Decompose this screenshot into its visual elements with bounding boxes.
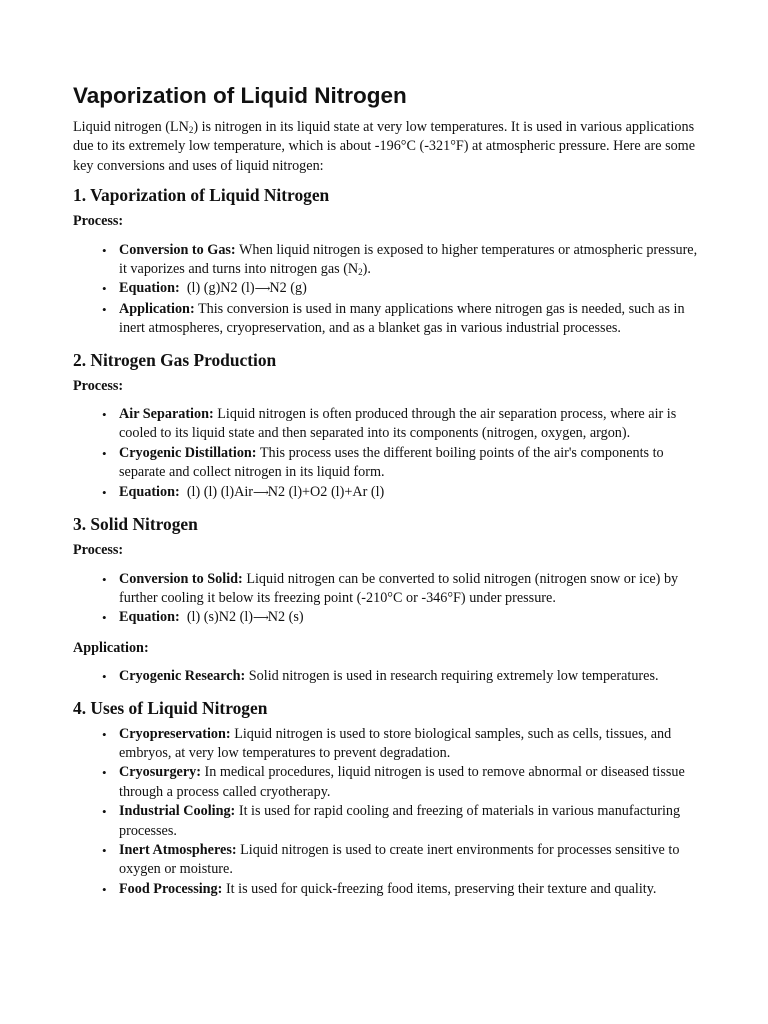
section-uses: [73, 697, 703, 900]
item-term: Cryopreservation:: [119, 725, 231, 742]
intro-text: Liquid nitrogen (LN: [73, 119, 189, 135]
bullet-icon: •: [102, 242, 107, 258]
process-label: Process:: [73, 542, 124, 559]
item-text: Liquid nitrogen is used to create inert environments for processes sensitive to oxygen or moisture.: [119, 841, 680, 878]
item-text: Solid nitrogen is used in research requiring extremely low temperatures.: [245, 668, 659, 685]
list-item: [102, 405, 703, 444]
process-label: Process:: [73, 213, 124, 230]
item-term: Cryogenic Research:: [119, 668, 246, 685]
item-term: Cryosurgery:: [119, 764, 201, 781]
list-item: [102, 725, 703, 764]
item-term: Cryogenic Distillation:: [119, 444, 257, 461]
item-term: Air Separation:: [119, 406, 214, 423]
section-heading: 1. Vaporization of Liquid Nitrogen: [73, 185, 330, 206]
item-text: It is used for quick-freezing food items, preserving their texture and quality.: [222, 880, 657, 897]
list-item: [102, 880, 703, 899]
application-list: [73, 667, 703, 686]
list-item: [102, 841, 703, 880]
document-page: [73, 82, 703, 909]
section-heading: 2. Nitrogen Gas Production: [73, 349, 277, 370]
list-item: [102, 667, 703, 686]
item-term: Food Processing:: [119, 880, 223, 897]
item-text: This process uses the different boiling points of the air's components to separate and collect nitrogen in its liquid form.: [119, 444, 664, 481]
list-item: [102, 300, 703, 339]
item-term: Conversion to Gas:: [119, 241, 236, 258]
bullet-icon: •: [102, 610, 107, 626]
item-text: In medical procedures, liquid nitrogen is used to remove abnormal or diseased tissue through a process called cryotherapy.: [119, 764, 685, 800]
section-heading: 4. Uses of Liquid Nitrogen: [73, 697, 268, 718]
bullet-icon: •: [102, 765, 107, 781]
application-label: Application:: [73, 639, 149, 656]
process-list: [73, 241, 703, 339]
bullet-icon: •: [102, 484, 107, 500]
bullet-icon: •: [102, 804, 107, 820]
bullet-icon: •: [102, 407, 107, 423]
bullet-icon: •: [102, 281, 107, 297]
equation-left: (l) (s)N2 (l): [179, 609, 253, 626]
item-term: Equation:: [119, 609, 180, 626]
uses-list: [73, 725, 703, 900]
process-label: Process:: [73, 377, 124, 394]
intro-paragraph: [73, 118, 703, 176]
item-text: This conversion is used in many applications where nitrogen gas is needed, such as in inert atmospheres, cryopreservation, and as a blanket gas in various industrial processes.: [119, 300, 685, 337]
equation-left: (l) (l) (l)Air: [179, 483, 253, 500]
item-text: Liquid nitrogen can be converted to solid nitrogen (nitrogen snow or ice) by further cooling it below its freezing point (-210°C or -346°F) under pressure.: [119, 570, 679, 606]
item-text: It is used for rapid cooling and freezing of materials in various manufacturing processes.: [119, 803, 681, 839]
equation-left: (l) (g)N2 (l): [179, 280, 255, 297]
section-heading: 3. Solid Nitrogen: [73, 514, 198, 535]
item-term: Application:: [119, 300, 195, 317]
item-text: Liquid nitrogen is used to store biological samples, such as cells, tissues, and embryos, at very low temperatures to prevent degradation.: [119, 725, 672, 761]
equation-right: N2 (l)+O2 (l)+Ar (l): [267, 483, 385, 500]
bullet-icon: •: [102, 301, 107, 317]
item-text: When liquid nitrogen is exposed to higher temperatures or atmospheric pressure, it vaporizes and turns into nitrogen gas (N: [119, 241, 698, 278]
item-term: Industrial Cooling:: [119, 803, 236, 820]
bullet-icon: •: [102, 726, 107, 742]
item-text-tail: ).: [362, 261, 371, 278]
list-item: [102, 570, 703, 609]
item-term: Equation:: [119, 280, 180, 297]
list-item: [102, 763, 703, 802]
item-term: Equation:: [119, 483, 180, 500]
list-item: [102, 444, 703, 483]
equation-right: N2 (g): [269, 280, 307, 297]
section-vaporization: [73, 184, 703, 338]
intro-text-rest: ) is nitrogen in its liquid state at very low temperatures. It is used in various applications due to its extremely low temperature, which is about -196°C (-321°F) at atmospheric pressure. Here are some key conversions and uses of liquid nitrogen:: [73, 119, 696, 174]
item-text: Liquid nitrogen is often produced through the air separation process, where air is cooled to its liquid state and then separated into its components (nitrogen, oxygen, argon).: [119, 406, 677, 442]
list-item: [102, 802, 703, 841]
list-item: [102, 483, 703, 503]
arrow-icon: ⟶: [254, 283, 270, 296]
arrow-icon: ⟶: [253, 486, 268, 499]
page-title: Vaporization of Liquid Nitrogen: [73, 83, 407, 108]
item-term: Conversion to Solid:: [119, 570, 243, 587]
equation-right: N2 (s): [267, 609, 304, 626]
bullet-icon: •: [102, 571, 107, 587]
process-list: [73, 570, 703, 629]
arrow-icon: ⟶: [253, 612, 268, 625]
bullet-icon: •: [102, 881, 107, 897]
intro-subscript: 2: [188, 125, 194, 135]
bullet-icon: •: [102, 445, 107, 461]
item-subscript: 2: [358, 267, 363, 278]
item-term: Inert Atmospheres:: [119, 841, 237, 858]
section-solid-nitrogen: [73, 513, 703, 686]
section-gas-production: [73, 349, 703, 503]
list-item: [102, 241, 703, 280]
list-item: [102, 279, 703, 299]
bullet-icon: •: [102, 842, 107, 858]
list-item: [102, 608, 703, 628]
process-list: [73, 405, 703, 503]
bullet-icon: •: [102, 669, 107, 685]
